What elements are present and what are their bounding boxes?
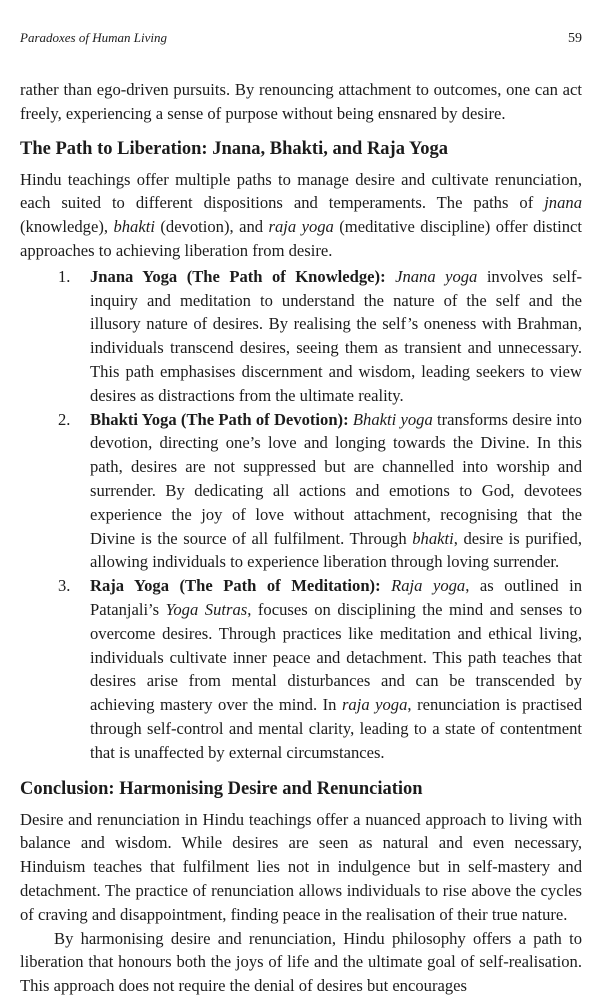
paths-paragraph: Hindu teachings offer multiple paths to manage desire and cultivate renunciation, each suited to different dispositions and temperaments. The paths of jnana (knowledge), bhakti (devotion), and raja yoga (meditative discipline) offer distinct approaches to achieving liberation from desire. xyxy=(20,169,582,260)
page-number: 59 xyxy=(568,31,582,46)
yoga-paths-list xyxy=(20,265,582,765)
running-title: Paradoxes of Human Living xyxy=(20,30,167,45)
section-heading-liberation: The Path to Liberation: Jnana, Bhakti, and Raja Yoga xyxy=(20,138,448,159)
item-title: Bhakti Yoga (The Path of Devotion): xyxy=(90,409,349,429)
conclusion-paragraph-2: By harmonising desire and renunciation, Hindu philosophy offers a path to liberation that honours both the joys of life and the ultimate goal of self-realisation. This approach does not require the denial of desires but encourages xyxy=(20,928,582,996)
item-title: Raja Yoga (The Path of Meditation): xyxy=(90,576,381,596)
list-item-jnana: 1. Jnana Yoga (The Path of Knowledge): Jnana yoga involves self-inquiry and meditation to understand the nature of the self and the illusory nature of desires. By realising the self’s oneness with Brahman, individuals transcend desires, seeing them as transient and unnecessary. This path emphasises discernment and wisdom, leading seekers to view desires as distractions from the ultimate reality. xyxy=(20,265,582,408)
item-title: Jnana Yoga (The Path of Knowledge): xyxy=(90,266,386,286)
running-header xyxy=(20,0,582,56)
list-item-bhakti: 2. Bhakti Yoga (The Path of Devotion): Bhakti yoga transforms desire into devotion, directing one’s love and longing towards the Divine. In this path, desires are not suppressed but are channelled into worship and surrender. By dedicating all actions and emotions to God, devotees experience the joy of love without attachment, recognising that the Divine is the source of all fulfilment. Through bhakti, desire is purified, allowing individuals to experience liberation through loving surrender. xyxy=(20,408,582,575)
conclusion-paragraph-1: Desire and renunciation in Hindu teachings offer a nuanced approach to living with balance and wisdom. While desires are seen as natural and even necessary, Hinduism teaches that fulfilment lies not in indulgence but in self-mastery and detachment. The practice of renunciation allows individuals to rise above the cycles of craving and disappointment, finding peace in the realisation of their true nature. xyxy=(20,809,582,924)
list-item-raja: 3. Raja Yoga (The Path of Meditation): Raja yoga, as outlined in Patanjali’s Yoga Sutras, focuses on disciplining the mind and senses to overcome desires. Through practices like meditation and ethical living, individuals cultivate inner peace and detachment. This path teaches that desires arise from mental disturbances and can be transcended by achieving mastery over the mind. In raja yoga, renunciation is practised through self-control and mental clarity, leading to a state of contentment that is unaffected by external circumstances. xyxy=(20,574,582,764)
list-number: 3. xyxy=(58,576,71,596)
list-number: 1. xyxy=(58,266,71,286)
section-heading-conclusion: Conclusion: Harmonising Desire and Renunciation xyxy=(20,778,423,799)
list-number: 2. xyxy=(58,409,71,429)
intro-paragraph: rather than ego-driven pursuits. By renouncing attachment to outcomes, one can act freely, experiencing a sense of purpose without being ensnared by desire. xyxy=(20,80,582,123)
